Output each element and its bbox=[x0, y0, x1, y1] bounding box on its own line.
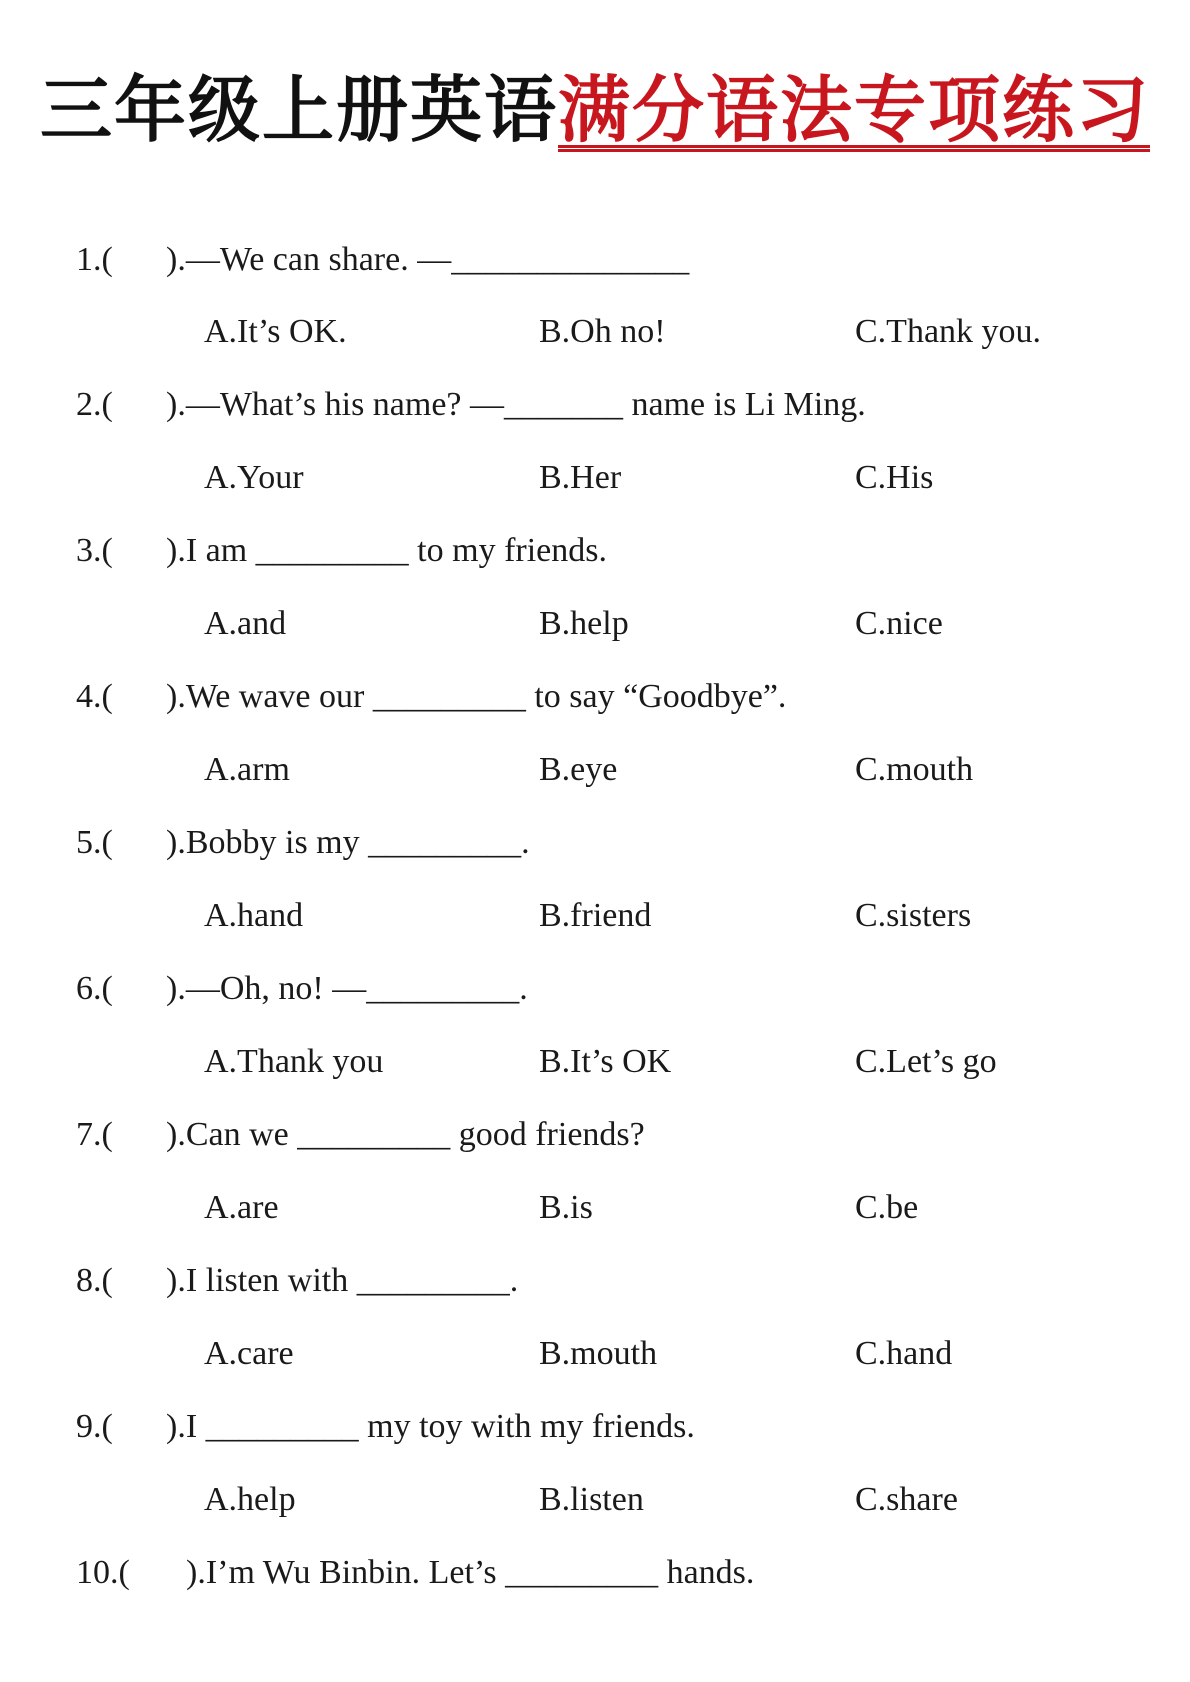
option-a: A.It’s OK. bbox=[204, 313, 347, 350]
question-4-options bbox=[0, 748, 1190, 792]
page-title bbox=[0, 60, 1190, 160]
question-2 bbox=[76, 383, 866, 427]
question-8 bbox=[76, 1259, 518, 1303]
question-6-options bbox=[0, 1040, 1190, 1084]
option-b: B.mouth bbox=[539, 1335, 658, 1372]
question-text: ).—We can share. —______________ bbox=[166, 241, 690, 278]
title-highlight: 满分语法专项练习 bbox=[558, 68, 1151, 152]
option-a: A.hand bbox=[204, 897, 304, 934]
option-b: B.Oh no! bbox=[539, 313, 666, 350]
option-c: C.share bbox=[855, 1481, 958, 1518]
question-5 bbox=[76, 821, 530, 865]
question-number: 10.( bbox=[76, 1554, 130, 1591]
option-c: C.Thank you. bbox=[855, 313, 1042, 350]
option-c: C.mouth bbox=[855, 751, 974, 788]
option-a: A.arm bbox=[204, 751, 290, 788]
question-5-options bbox=[0, 894, 1190, 938]
option-b: B.Her bbox=[539, 459, 622, 496]
question-number: 6.( bbox=[76, 970, 113, 1007]
question-number: 5.( bbox=[76, 824, 113, 861]
question-10 bbox=[76, 1551, 754, 1595]
option-c: C.nice bbox=[855, 605, 943, 642]
question-number: 9.( bbox=[76, 1408, 113, 1445]
option-a: A.and bbox=[204, 605, 287, 642]
option-c: C.His bbox=[855, 459, 934, 496]
question-7 bbox=[76, 1113, 645, 1157]
option-b: B.help bbox=[539, 605, 629, 642]
option-c: C.Let’s go bbox=[855, 1043, 997, 1080]
question-number: 1.( bbox=[76, 241, 113, 278]
title-main: 三年级上册英语 bbox=[39, 68, 558, 152]
question-6 bbox=[76, 967, 528, 1011]
question-text: ).—Oh, no! —_________. bbox=[166, 970, 528, 1007]
option-c: C.hand bbox=[855, 1335, 953, 1372]
question-text: ).I listen with _________. bbox=[166, 1262, 519, 1299]
question-2-options bbox=[0, 456, 1190, 500]
question-8-options bbox=[0, 1332, 1190, 1376]
option-b: B.eye bbox=[539, 751, 618, 788]
question-1-options bbox=[0, 310, 1190, 354]
option-a: A.Thank you bbox=[204, 1043, 384, 1080]
question-3-options bbox=[0, 602, 1190, 646]
option-a: A.care bbox=[204, 1335, 294, 1372]
option-c: C.be bbox=[855, 1189, 919, 1226]
question-number: 3.( bbox=[76, 532, 113, 569]
option-b: B.is bbox=[539, 1189, 593, 1226]
question-9 bbox=[76, 1405, 695, 1449]
question-text: ).We wave our _________ to say “Goodbye”. bbox=[166, 678, 787, 715]
option-b: B.listen bbox=[539, 1481, 644, 1518]
question-text: ).Can we _________ good friends? bbox=[166, 1116, 645, 1153]
question-9-options bbox=[0, 1478, 1190, 1522]
option-b: B.friend bbox=[539, 897, 652, 934]
option-a: A.help bbox=[204, 1481, 296, 1518]
option-c: C.sisters bbox=[855, 897, 972, 934]
question-3 bbox=[76, 529, 607, 573]
question-text: ).I _________ my toy with my friends. bbox=[166, 1408, 695, 1445]
question-1 bbox=[76, 238, 689, 282]
question-text: ).Bobby is my _________. bbox=[166, 824, 530, 861]
question-text: ).I’m Wu Binbin. Let’s _________ hands. bbox=[186, 1554, 755, 1591]
question-text: ).—What’s his name? —_______ name is Li Ming. bbox=[166, 386, 866, 423]
question-number: 8.( bbox=[76, 1262, 113, 1299]
option-a: A.Your bbox=[204, 459, 304, 496]
question-text: ).I am _________ to my friends. bbox=[166, 532, 607, 569]
option-a: A.are bbox=[204, 1189, 279, 1226]
question-7-options bbox=[0, 1186, 1190, 1230]
question-4 bbox=[76, 675, 786, 719]
option-b: B.It’s OK bbox=[539, 1043, 672, 1080]
question-number: 7.( bbox=[76, 1116, 113, 1153]
question-number: 2.( bbox=[76, 386, 113, 423]
question-number: 4.( bbox=[76, 678, 113, 715]
